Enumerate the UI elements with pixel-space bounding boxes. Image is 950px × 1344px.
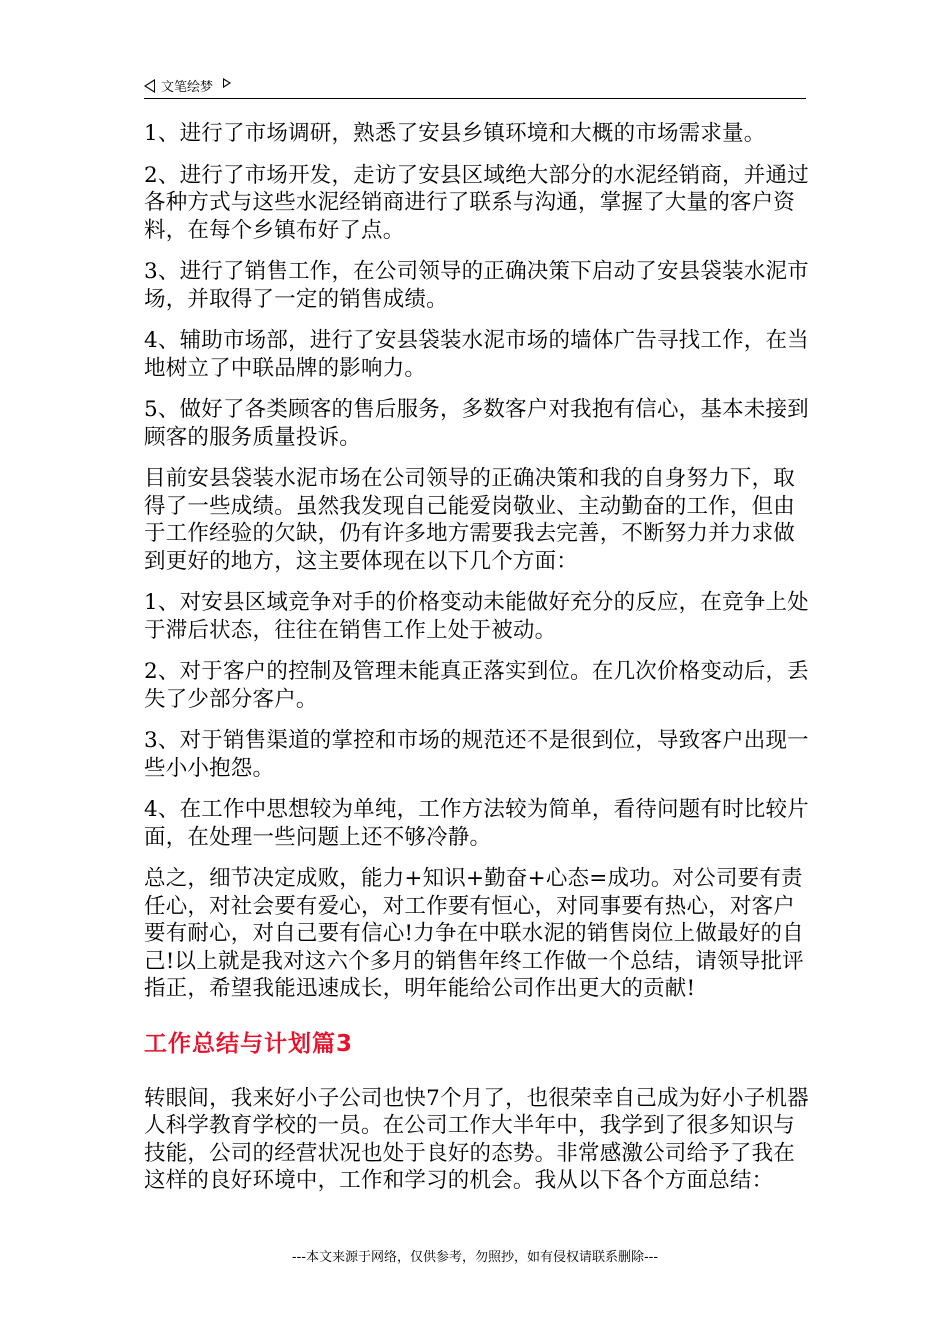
page-footer: ---本文来源于网络，仅供参考，勿照抄，如有侵权请联系删除---	[291, 1250, 659, 1265]
paragraph: 2、进行了市场开发，走访了安县区域绝大部分的水泥经销商，并通过各种方式与这些水泥经销商进行了联系与沟通，掌握了大量的客户资料，在每个乡镇布好了点。	[144, 162, 809, 243]
paragraph: 5、做好了各类顾客的售后服务，多数客户对我抱有信心，基本未接到顾客的服务质量投诉。	[144, 397, 809, 450]
paragraph: 3、对于销售渠道的掌控和市场的规范还不是很到位，导致客户出现一些小小抱怨。	[144, 728, 809, 781]
paragraph: 1、对安县区域竞争对手的价格变动未能做好充分的反应，在竞争上处于滞后状态，往往在销售工作上处于被动。	[144, 590, 809, 643]
header-brand	[144, 76, 231, 95]
paragraph: 4、在工作中思想较为单纯，工作方法较为简单，看待问题有时比较片面，在处理一些问题上还不够冷静。	[144, 797, 809, 850]
page-header	[144, 74, 806, 99]
paragraph: 3、进行了销售工作，在公司领导的正确决策下启动了安县袋装水泥市场，并取得了一定的销售成绩。	[144, 259, 809, 312]
paragraph: 1、进行了市场调研，熟悉了安县乡镇环境和大概的市场需求量。	[144, 121, 766, 146]
brand-label: 文笔绘梦	[161, 80, 214, 95]
triangle-left-icon	[144, 79, 155, 93]
paragraph: 目前安县袋装水泥市场在公司领导的正确决策和我的自身努力下，取得了一些成绩。虽然我发现自己能爱岗敬业、主动勤奋的工作，但由于工作经验的欠缺，仍有许多地方需要我去完善，不断努力并力求做到更好的地方，这主要体现在以下几个方面：	[144, 466, 796, 574]
paragraph: 转眼间，我来好小子公司也快7个月了，也很荣幸自己成为好小子机器人科学教育学校的一员。在公司工作大半年中，我学到了很多知识与技能，公司的经营状况也处于良好的态势。非常感激公司给予了我在这样的良好环境中，工作和学习的机会。我从以下各个方面总结：	[144, 1085, 809, 1193]
section-heading: 工作总结与计划篇3	[144, 1030, 354, 1057]
document-body	[144, 120, 810, 1209]
paragraph: 总之，细节决定成败，能力+知识+勤奋+心态=成功。对公司要有责任心，对社会要有爱心，对工作要有恒心，对同事要有热心，对客户要有耐心，对自己要有信心!力争在中联水泥的销售岗位上做最好的自己!以上就是我对这六个多月的销售年终工作做一个总结，请领导批评指正，希望我能迅速成长，明年能给公司作出更大的贡献!	[144, 866, 804, 1001]
paragraph: 2、对于客户的控制及管理未能真正落实到位。在几次价格变动后，丢失了少部分客户。	[144, 659, 809, 712]
paragraph: 4、辅助市场部，进行了安县袋装水泥市场的墙体广告寻找工作，在当地树立了中联品牌的影响力。	[144, 328, 809, 381]
triangle-right-icon	[223, 78, 231, 88]
